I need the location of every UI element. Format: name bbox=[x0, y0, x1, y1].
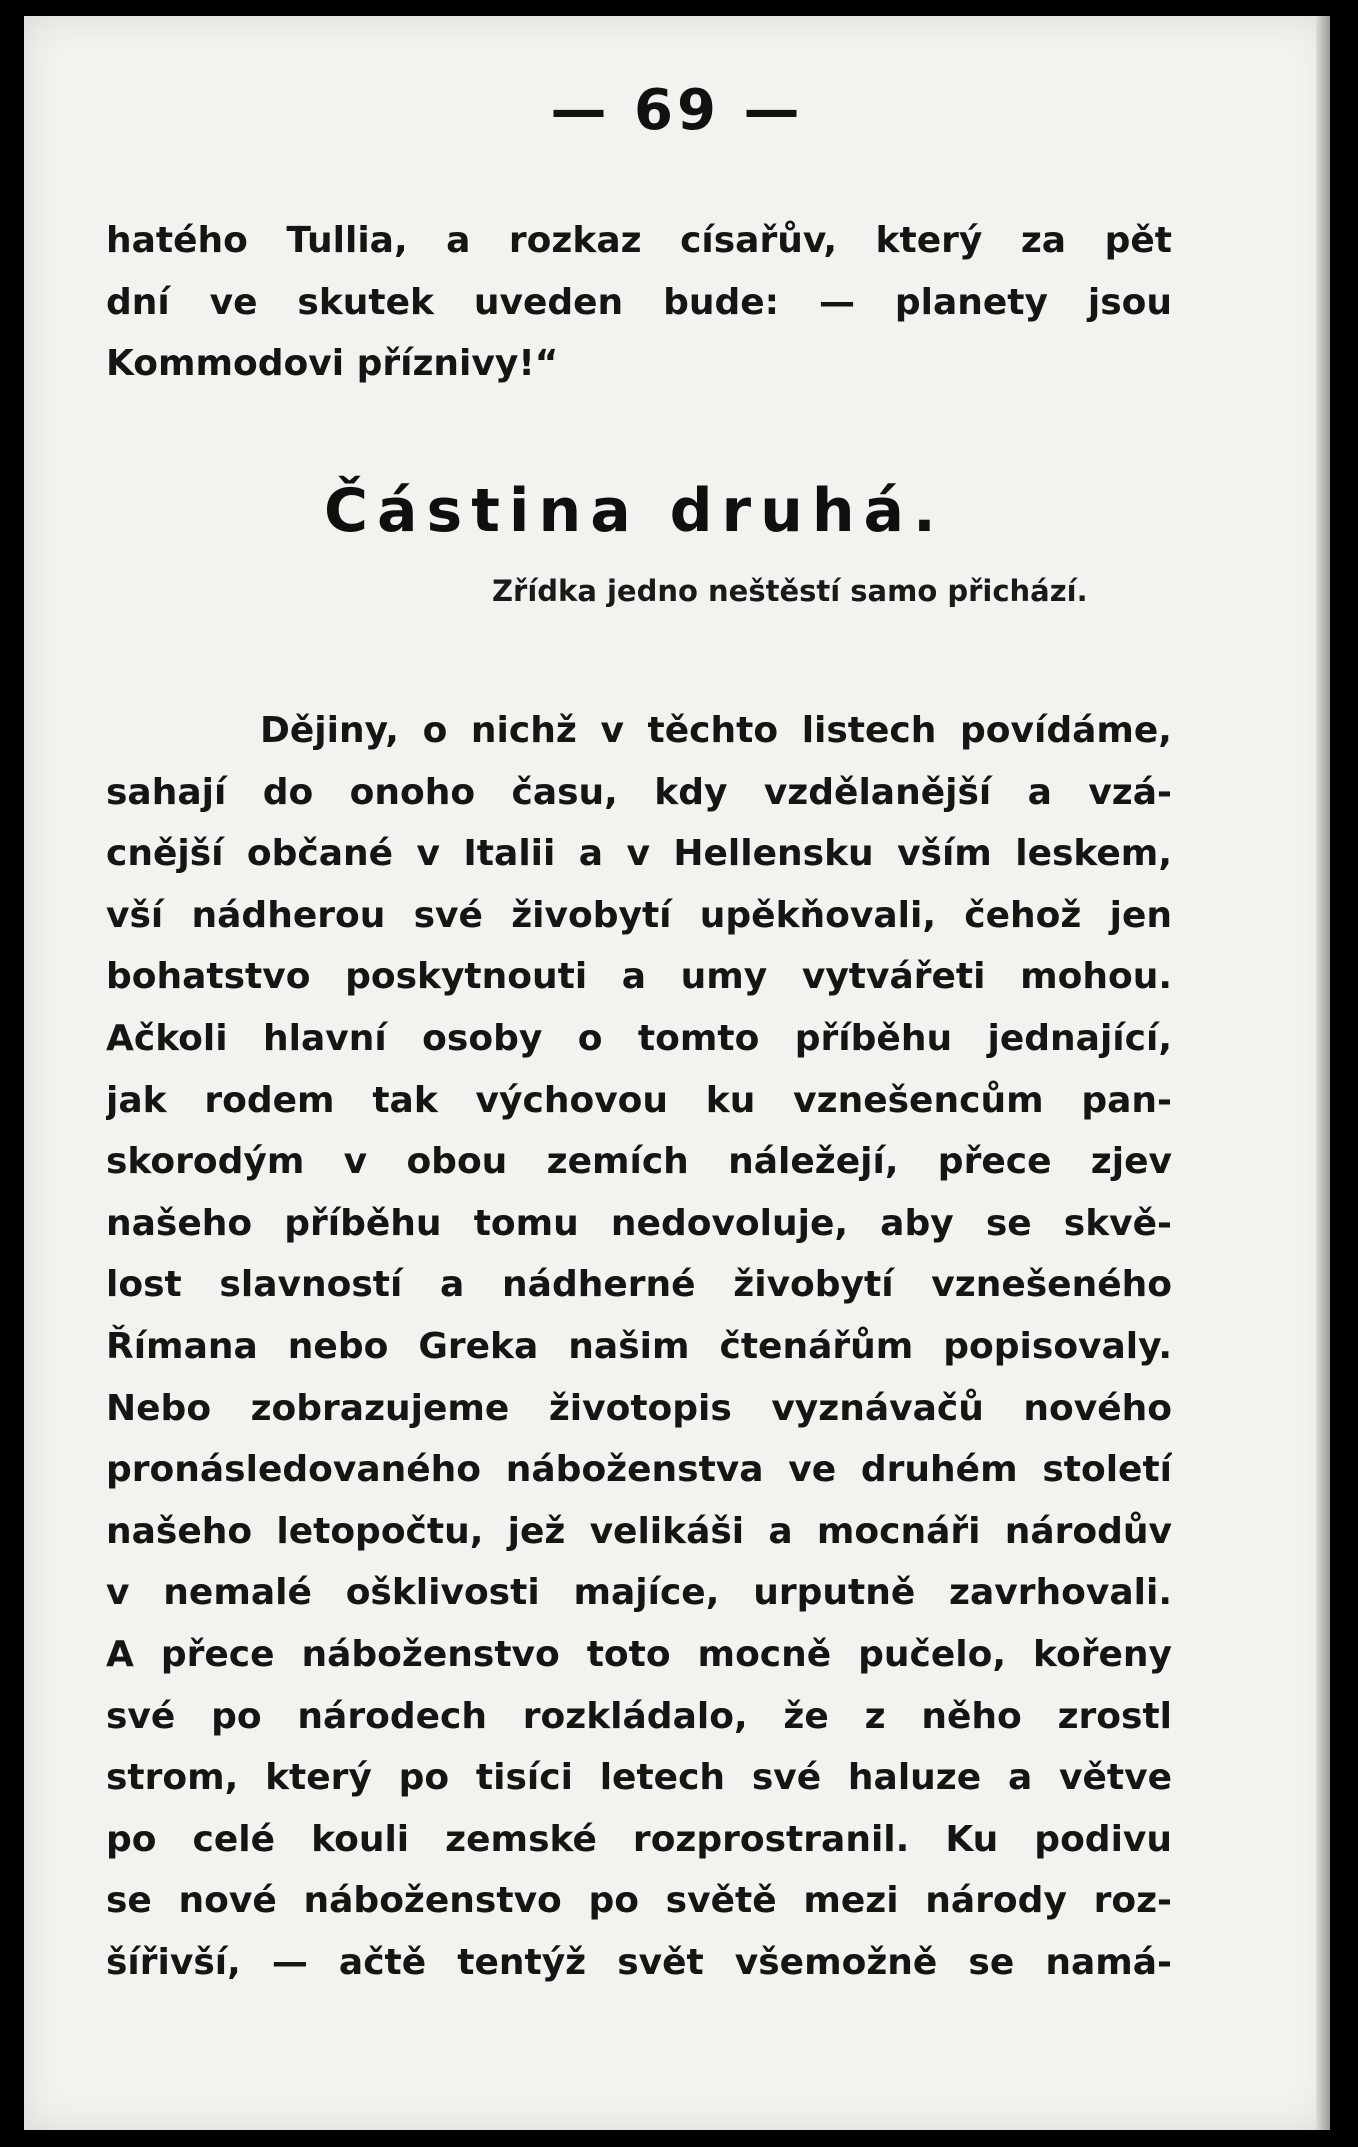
text-line: našeho letopočtu, jež velikáši a mocnáři národův bbox=[106, 1510, 1172, 1552]
continued-paragraph bbox=[106, 210, 1172, 395]
text-line: Nebo zobrazujeme životopis vyznávačů nového bbox=[106, 1387, 1172, 1429]
page-number: — 69 — bbox=[550, 78, 804, 143]
text-line: hatého Tullia, a rozkaz císařův, který za pět bbox=[106, 220, 1172, 261]
text-line: skorodým v obou zemích náležejí, přece zjev bbox=[106, 1141, 1172, 1183]
text-line: Ačkoli hlavní osoby o tomto příběhu jednající, bbox=[106, 1017, 1172, 1059]
text-line: cnější občané v Italii a v Hellensku vším leskem, bbox=[106, 833, 1172, 875]
text-line: se nové náboženstvo po světě mezi národy roz- bbox=[106, 1880, 1172, 1922]
text-line: Římana nebo Greka našim čtenářům popisovaly. bbox=[106, 1325, 1172, 1367]
epigraph: Zřídka jedno neštěstí samo přichází. bbox=[492, 574, 1088, 608]
text-line: Kommodovi příznivy!“ bbox=[106, 343, 559, 385]
text-line: pronásledovaného náboženstva ve druhém století bbox=[106, 1449, 1172, 1491]
page-edge-shadow bbox=[1316, 16, 1330, 2130]
text-line: po celé kouli zemské rozprostranil. Ku podivu bbox=[106, 1818, 1172, 1860]
text-line: dní ve skutek uveden bude: — planety jsou bbox=[106, 281, 1172, 323]
text-line: vší nádherou své živobytí upěkňovali, čehož jen bbox=[106, 894, 1172, 936]
text-line: Dějiny, o nichž v těchto listech povídáme, bbox=[260, 710, 1172, 751]
text-line: A přece náboženstvo toto mocně pučelo, kořeny bbox=[106, 1633, 1172, 1675]
book-page bbox=[24, 16, 1330, 2130]
text-line: našeho příběhu tomu nedovoluje, aby se skvě- bbox=[106, 1202, 1172, 1244]
text-line: bohatstvo poskytnouti a umy vytvářeti mohou. bbox=[106, 956, 1172, 998]
text-line: v nemalé ošklivosti majíce, urputně zavrhovali. bbox=[106, 1572, 1172, 1614]
text-line: lost slavností a nádherné živobytí vznešeného bbox=[106, 1264, 1172, 1306]
text-line: šířivší, — ačtě tentýž svět všemožně se namá- bbox=[106, 1941, 1172, 1983]
text-line: sahají do onoho času, kdy vzdělanější a vzá- bbox=[106, 771, 1172, 813]
text-line: své po národech rozkládalo, že z něho zrostl bbox=[106, 1695, 1172, 1737]
section-title: Částina druhá. bbox=[324, 476, 945, 546]
text-line: jak rodem tak výchovou ku vznešencům pan- bbox=[106, 1079, 1172, 1121]
body-paragraph bbox=[106, 700, 1172, 1993]
text-line: strom, který po tisíci letech své haluze a větve bbox=[106, 1757, 1172, 1799]
